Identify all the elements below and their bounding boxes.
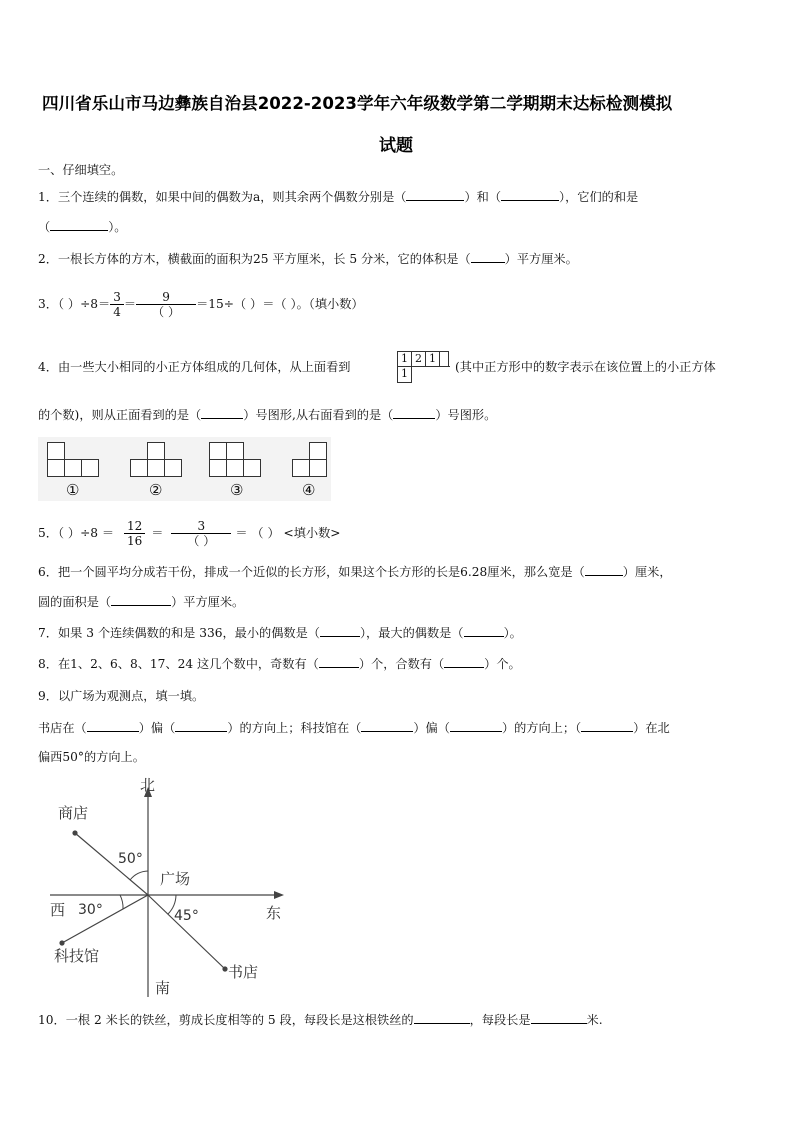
question-6-line2	[38, 593, 244, 610]
q4-grid-cell-5: 1	[397, 366, 412, 383]
q1-text-d: （	[38, 220, 51, 234]
label-east: 东	[266, 904, 282, 922]
q1-blank-1[interactable]	[406, 188, 464, 201]
q1-text-e: ）。	[108, 220, 127, 234]
q10-text-a: 10．一根 2 米长的铁丝，剪成长度相等的 5 段，每段长是这根铁丝的	[38, 1013, 414, 1027]
ray-tech	[62, 895, 148, 943]
q6-blank-2[interactable]	[111, 593, 171, 606]
q1-text-c: ），它们的和是	[559, 190, 639, 204]
q5-fraction-1	[124, 519, 145, 548]
question-1-line1	[38, 188, 638, 205]
q9-blank-3[interactable]	[361, 719, 413, 732]
q4-grid-cell-1: 1	[397, 351, 412, 367]
q3-f2-den: （ ）	[152, 305, 180, 319]
q4-text-e: ）号图形。	[435, 408, 497, 422]
q3-f1-num: 3	[110, 290, 124, 305]
q3-fraction-2	[136, 290, 196, 319]
label-angle-50: 50°	[118, 851, 143, 867]
label-west: 西	[50, 901, 66, 919]
q9-blank-1[interactable]	[87, 719, 139, 732]
q3-fraction-1	[110, 290, 124, 319]
q5-text-b: ＝ （ ） <填小数>	[235, 526, 341, 540]
question-4-line1	[38, 359, 350, 375]
q8-text-c: ）个。	[484, 657, 521, 671]
q4-grid-cell-4	[439, 351, 449, 367]
q4-label-1: ①	[66, 481, 80, 499]
q4-grid-cell-2: 2	[411, 351, 426, 367]
label-angle-45: 45°	[174, 908, 199, 924]
book-point	[222, 966, 227, 971]
question-7	[38, 624, 522, 641]
page-title-line2: 试题	[379, 136, 413, 156]
ray-book	[148, 895, 225, 969]
q8-blank-2[interactable]	[444, 655, 484, 668]
q7-blank-2[interactable]	[464, 624, 504, 637]
question-4-line1b	[455, 359, 716, 375]
q7-blank-1[interactable]	[320, 624, 360, 637]
q5-f1-den: 16	[127, 534, 143, 548]
q4-text-a: 4．由一些大小相同的小正方体组成的几何体，从上面看到	[38, 360, 351, 374]
q4-top-view-grid	[397, 351, 453, 387]
q9-text-b2: ）偏（	[138, 721, 176, 735]
q3-text-b: ＝15÷（ ）＝（ ）。（填小数）	[196, 297, 364, 311]
label-shop: 商店	[58, 804, 89, 822]
q1-blank-2[interactable]	[501, 188, 559, 201]
label-center: 广场	[160, 870, 191, 888]
q5-f1-num: 12	[124, 519, 145, 534]
q10-text-b: ，每段长是	[469, 1013, 531, 1027]
q4-blank-2[interactable]	[393, 406, 435, 419]
q4-label-4: ④	[302, 481, 316, 499]
q6-text-a: 6．把一个圆平均分成若干份，排成一个近似的长方形，如果这个长方形的长是6.28厘米，那么宽是（	[38, 565, 585, 579]
q9-blank-5[interactable]	[581, 719, 633, 732]
label-tech: 科技馆	[54, 947, 100, 965]
q9-text-b5: ）的方向上；（	[501, 721, 582, 735]
q6-text-c: 圆的面积是（	[38, 595, 112, 609]
label-north: 北	[140, 776, 156, 794]
q3-f1-den: 4	[113, 305, 121, 319]
q4-label-3: ③	[230, 481, 244, 499]
q1-blank-3[interactable]	[50, 218, 108, 231]
question-3	[38, 288, 364, 320]
q9-blank-2[interactable]	[175, 719, 227, 732]
q5-f2-num: 3	[171, 519, 231, 534]
q1-text-a: 1．三个连续的偶数，如果中间的偶数为a，则其余两个偶数分别是（	[38, 190, 407, 204]
question-9-line2	[38, 719, 670, 736]
shop-point	[72, 830, 77, 835]
q6-text-d: ）平方厘米。	[171, 595, 245, 609]
q10-blank-1[interactable]	[414, 1011, 470, 1024]
question-5	[38, 517, 341, 549]
question-4-line2	[38, 406, 496, 423]
q4-text-b: (其中正方形中的数字表示在该位置上的小正方体	[455, 360, 716, 374]
q10-text-c: 米.	[586, 1013, 603, 1027]
q7-text-c: ）。	[503, 626, 522, 640]
arc-30	[120, 895, 123, 909]
q10-blank-2[interactable]	[531, 1011, 587, 1024]
q2-text-a: 2．一根长方体的方木，横截面的面积为25 平方厘米，长 5 分米，它的体积是（	[38, 252, 471, 266]
question-1-line2	[38, 218, 126, 235]
question-10	[38, 1011, 603, 1028]
label-south: 南	[155, 979, 171, 997]
q5-fraction-2	[171, 519, 231, 548]
q5-f2-den: （ ）	[187, 534, 216, 548]
q7-text-b: ），最大的偶数是（	[359, 626, 464, 640]
q9-blank-4[interactable]	[450, 719, 502, 732]
arc-50	[130, 871, 148, 880]
q4-text-d: ）号图形,从右面看到的是（	[243, 408, 394, 422]
label-angle-30: 30°	[78, 902, 103, 918]
q4-label-2: ②	[149, 481, 163, 499]
q4-grid-cell-3: 1	[425, 351, 440, 367]
tech-point	[59, 940, 64, 945]
q3-eq: ＝	[123, 297, 137, 311]
q8-text-b: ）个，合数有（	[358, 657, 445, 671]
q7-text-a: 7．如果 3 个连续偶数的和是 336，最小的偶数是（	[38, 626, 320, 640]
q4-text-c: 的个数)，则从正面看到的是（	[38, 408, 202, 422]
section-heading: 一、仔细填空。	[38, 163, 124, 177]
q4-blank-1[interactable]	[201, 406, 243, 419]
q4-grid-cell-6	[411, 366, 450, 383]
q9-text-b1: 书店在（	[38, 721, 87, 735]
q9-text-b3: ）的方向上；科技馆在（	[227, 721, 362, 735]
q3-f2-num: 9	[136, 290, 196, 305]
page-title: 四川省乐山市马边彝族自治县2022-2023学年六年级数学第二学期期末达标检测模拟	[42, 94, 673, 113]
label-book: 书店	[228, 963, 259, 981]
q8-blank-1[interactable]	[319, 655, 359, 668]
q2-text-b: ）平方厘米。	[504, 252, 578, 266]
q9-direction-diagram	[40, 775, 300, 1003]
question-9-line3: 偏西50°的方向上。	[38, 750, 145, 764]
question-2	[38, 250, 578, 267]
q9-text-b4: ）偏（	[413, 721, 450, 735]
q6-blank-1[interactable]	[585, 563, 623, 576]
q2-blank[interactable]	[471, 250, 505, 263]
q1-text-b: ）和（	[464, 190, 502, 204]
question-9-title: 9．以广场为观测点，填一填。	[38, 689, 205, 703]
q6-text-b: ）厘米，	[622, 565, 672, 579]
east-arrow-icon	[274, 891, 284, 899]
q5-text-a: 5．（ ）÷8 ＝	[38, 526, 115, 540]
q3-text-a: 3．（ ）÷8＝	[38, 297, 111, 311]
q8-text-a: 8．在1、2、6、8、17、24 这几个数中，奇数有（	[38, 657, 319, 671]
q5-eq: ＝	[151, 526, 164, 540]
question-6-line1	[38, 563, 672, 580]
q9-text-b6: ）在北	[633, 721, 670, 735]
question-8	[38, 655, 521, 672]
